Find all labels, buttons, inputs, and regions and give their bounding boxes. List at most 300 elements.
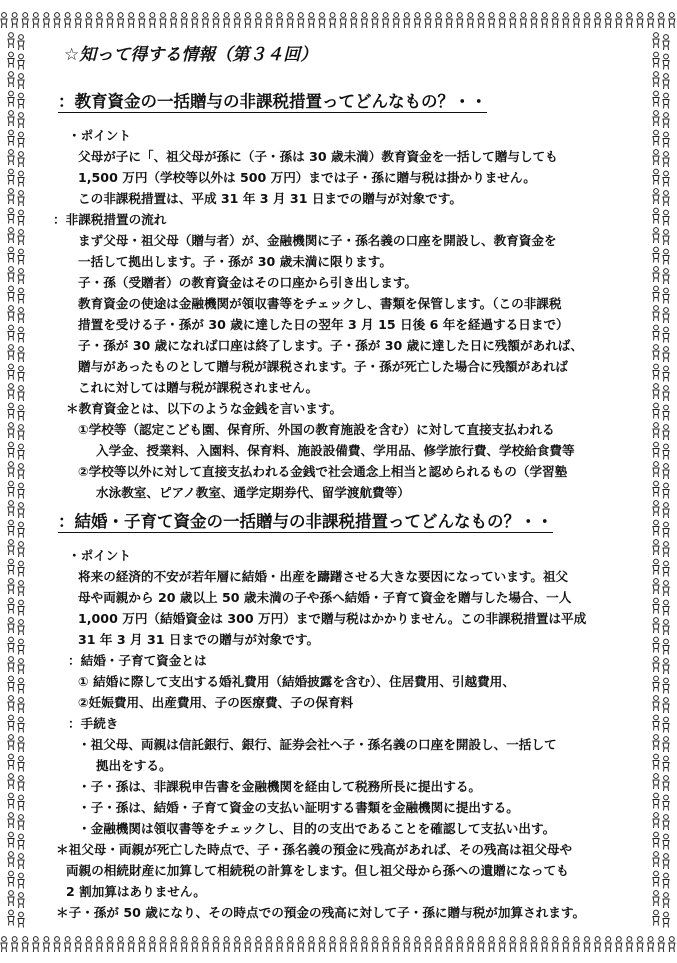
figure-icon [287,13,293,28]
figure-icon [663,386,669,401]
figure-icon [663,93,669,108]
figure-icon [663,308,669,323]
s1-line: 父母が子に「、祖父母が孫に（子・孫は 30 歳未満）教育資金を一括して贈与しても [78,149,558,164]
figure-icon [663,35,669,50]
figure-icon [18,542,24,557]
figure-icon [8,52,14,67]
figure-icon [663,581,669,596]
figure-icon [171,937,177,952]
s2-line: 2 割加算はありません。 [66,884,206,899]
figure-icon [18,698,24,713]
figure-icon [478,937,484,952]
figure-icon [340,937,346,952]
s2-line: 31 年 3 月 31 日までの贈与が対象です。 [78,632,320,647]
figure-icon [573,937,579,952]
s1-line: ：非課税措置の流れ [53,212,167,227]
figure-icon [393,937,399,952]
figure-icon [18,93,24,108]
figure-icon [446,13,452,28]
figure-icon [605,13,611,28]
figure-icon [383,13,389,28]
figure-icon [552,13,558,28]
figure-icon [8,228,14,243]
figure-icon [637,13,643,28]
figure-icon [663,444,669,459]
figure-icon [653,247,659,262]
figure-icon [383,937,389,952]
figure-icon [663,288,669,303]
s1-line: 教育資金の使途は金融機関が領収書等をチェックし、書類を保管します。（この非課税 [78,296,562,311]
figure-icon [663,756,669,771]
figure-icon [18,620,24,635]
figure-icon [18,425,24,440]
figure-icon [8,559,14,574]
figure-icon [393,13,399,28]
figure-icon [8,481,14,496]
figure-icon [542,13,548,28]
figure-icon [404,13,410,28]
figure-icon [653,559,659,574]
figure-icon [653,325,659,340]
figure-icon [8,910,14,925]
figure-icon [96,13,102,28]
figure-icon [65,13,71,28]
figure-icon [653,267,659,282]
s2-line: ・子・孫は、非課税申告書を金融機関を経由して税務所長に提出する。 [78,779,481,794]
figure-icon [8,384,14,399]
figure-icon [245,13,251,28]
figure-icon [425,13,431,28]
s1-line: 措置を受ける子・孫が 30 歳に達した日の翌年 3 月 15 日後 6 年を経過する日まで） [78,317,569,332]
figure-icon [18,230,24,245]
s2-line: ・子・孫は、結婚・子育て資金の支払い証明する書類を金融機関に提出する。 [78,800,519,815]
figure-icon [552,937,558,952]
figure-icon [653,793,659,808]
s1-line: まず父母・祖父母（贈与者）が、金融機関に子・孫名義の口座を開設し、教育資金を [78,233,557,248]
figure-icon [18,483,24,498]
figure-icon [351,13,357,28]
figure-icon [8,715,14,730]
border-left [6,0,28,963]
figure-icon [616,13,622,28]
figure-icon [330,937,336,952]
figure-icon [128,937,134,952]
section1-heading: ：教育資金の一括贈与の非課税措置ってどんなもの？・・ [58,92,487,111]
figure-icon [663,366,669,381]
figure-icon [8,91,14,106]
border-right [651,0,673,963]
figure-icon [499,937,505,952]
figure-icon [663,561,669,576]
figure-icon [457,937,463,952]
figure-icon [626,937,632,952]
s1-line: 子・孫が 30 歳になれば口座は終了します。子・孫が 30 歳に達した日に残額があれば、 [78,338,583,353]
figure-icon [520,13,526,28]
figure-icon [563,13,569,28]
figure-icon [8,793,14,808]
figure-icon [436,13,442,28]
figure-icon [605,937,611,952]
figure-icon [653,871,659,886]
figure-icon [595,13,601,28]
figure-icon [653,910,659,925]
figure-icon [18,873,24,888]
s1-line: ①学校等（認定こども園、保育所、外国の教育施設を含む）に対して直接支払われる [78,422,555,437]
figure-icon [18,912,24,927]
figure-icon [33,13,39,28]
figure-icon [653,774,659,789]
figure-icon [181,937,187,952]
figure-icon [18,639,24,654]
figure-icon [595,937,601,952]
figure-icon [18,347,24,362]
figure-icon [663,503,669,518]
figure-icon [414,937,420,952]
figure-icon [414,13,420,28]
figure-icon [663,639,669,654]
figure-icon [8,33,14,48]
figure-icon [245,937,251,952]
s1-line: この非課税措置は、平成 31 年 3 月 31 日までの贈与が対象です。 [78,191,462,206]
figure-icon [149,13,155,28]
figure-icon [192,937,198,952]
figure-icon [8,696,14,711]
figure-icon [118,13,124,28]
figure-icon [8,150,14,165]
s2-line: 将来の経済的不安が若年層に結婚・出産を躊躇させる大きな要因になっています。祖父 [78,569,569,584]
figure-icon [107,937,113,952]
s2-line: ＊祖父母・両親が死亡した時点で、子・孫名義の預金に残高があれば、その残高は祖父母や [56,842,573,857]
figure-icon [8,852,14,867]
figure-icon [8,520,14,535]
figure-icon [372,13,378,28]
figure-icon [542,937,548,952]
figure-icon [96,937,102,952]
figure-icon [181,13,187,28]
figure-icon [319,937,325,952]
figure-icon [653,891,659,906]
figure-icon [653,384,659,399]
figure-icon [277,13,283,28]
figure-icon [18,795,24,810]
s1-line: 子・孫（受贈者）の教育資金はその口座から引き出します。 [78,275,418,290]
figure-icon [202,937,208,952]
figure-icon [489,13,495,28]
figure-icon [653,657,659,672]
s2-line: ＊子・孫が 50 歳になり、その時点での預金の残高に対して子・孫に贈与税が加算されます。 [56,905,586,920]
figure-icon [457,13,463,28]
figure-icon [653,52,659,67]
figure-icon [436,937,442,952]
figure-icon [308,13,314,28]
figure-icon [43,937,49,952]
figure-icon [8,169,14,184]
figure-icon [65,937,71,952]
figure-icon [663,737,669,752]
figure-icon [18,288,24,303]
figure-icon [584,13,590,28]
figure-icon [171,13,177,28]
figure-icon [277,937,283,952]
figure-icon [653,852,659,867]
figure-icon [351,937,357,952]
figure-icon [663,74,669,89]
figure-icon [107,13,113,28]
figure-icon [18,35,24,50]
figure-icon [653,208,659,223]
figure-icon [663,249,669,264]
figure-icon [266,13,272,28]
figure-icon [653,111,659,126]
figure-icon [8,813,14,828]
figure-icon [18,327,24,342]
figure-icon [287,937,293,952]
figure-icon [8,423,14,438]
figure-icon [653,501,659,516]
figure-icon [54,937,60,952]
figure-icon [8,579,14,594]
figure-icon [319,13,325,28]
figure-icon [663,873,669,888]
figure-icon [663,522,669,537]
s1-line: ②学校等以外に対して直接支払われる金銭で社会通念上相当と認められるもの（学習塾 [78,464,568,479]
figure-icon [8,676,14,691]
figure-icon [531,13,537,28]
figure-icon [425,937,431,952]
figure-icon [149,937,155,952]
figure-icon [663,171,669,186]
figure-icon [663,210,669,225]
figure-icon [213,937,219,952]
figure-icon [18,561,24,576]
figure-icon [653,189,659,204]
figure-icon [653,364,659,379]
figure-icon [8,657,14,672]
figure-icon [18,776,24,791]
figure-icon [18,191,24,206]
figure-icon [234,13,240,28]
figure-icon [663,464,669,479]
figure-icon [160,13,166,28]
figure-icon [8,403,14,418]
figure-icon [18,834,24,849]
figure-icon [489,937,495,952]
figure-icon [139,937,145,952]
figure-icon [255,13,261,28]
figure-icon [139,13,145,28]
figure-icon [18,464,24,479]
s1-line: 一括して拠出します。子・孫が 30 歳未満に限ります。 [78,254,392,269]
figure-icon [663,815,669,830]
figure-icon [8,111,14,126]
figure-icon [202,13,208,28]
s2-line: 拠出をする。 [96,758,172,773]
figure-icon [8,325,14,340]
figure-icon [653,637,659,652]
figure-icon [653,91,659,106]
figure-icon [18,522,24,537]
figure-icon [18,854,24,869]
figure-icon [361,13,367,28]
figure-icon [653,481,659,496]
figure-icon [446,937,452,952]
figure-icon [663,152,669,167]
figure-icon [18,386,24,401]
s1-line: これに対しては贈与税が課税されません。 [78,380,319,395]
figure-icon [18,815,24,830]
border-top [0,10,677,32]
figure-icon [8,267,14,282]
s2-line: ：結婚・子育て資金とは [68,653,207,668]
figure-icon [8,598,14,613]
figure-icon [160,937,166,952]
figure-icon [33,937,39,952]
figure-icon [663,542,669,557]
figure-icon [18,249,24,264]
figure-icon [663,54,669,69]
figure-icon [663,425,669,440]
section2-heading: ：結婚・子育て資金の一括贈与の非課税措置ってどんなもの？・・ [58,512,553,531]
figure-icon [330,13,336,28]
figure-icon [653,286,659,301]
figure-icon [8,364,14,379]
s2-line: ②妊娠費用、出産費用、子の医療費、子の保育料 [78,695,354,710]
figure-icon [663,269,669,284]
figure-icon [478,13,484,28]
figure-icon [8,871,14,886]
figure-icon [8,462,14,477]
figure-icon [8,774,14,789]
figure-icon [637,937,643,952]
figure-icon [663,854,669,869]
figure-icon [18,600,24,615]
figure-icon [266,937,272,952]
figure-icon [18,717,24,732]
figure-icon [8,540,14,555]
figure-icon [663,483,669,498]
figure-icon [75,13,81,28]
figure-icon [653,462,659,477]
figure-icon [499,13,505,28]
figure-icon [18,152,24,167]
figure-icon [653,540,659,555]
figure-icon [510,13,516,28]
figure-icon [308,937,314,952]
figure-icon [663,347,669,362]
s2-line: ：手続き [68,716,119,731]
figure-icon [18,269,24,284]
figure-icon [663,620,669,635]
figure-icon [467,13,473,28]
figure-icon [8,618,14,633]
s1-line: 1,500 万円（学校等以外は 500 万円）までは子・孫に贈与税は掛かりません。 [78,170,536,185]
figure-icon [18,54,24,69]
figure-icon [8,208,14,223]
s1-line: 贈与があったものとして贈与税が課税されます。子・孫が死亡した場合に残額があれば [78,359,569,374]
figure-icon [663,776,669,791]
figure-icon [8,306,14,321]
border-bottom [0,934,677,956]
figure-icon [18,581,24,596]
figure-icon [653,150,659,165]
figure-icon [663,834,669,849]
figure-icon [563,937,569,952]
figure-icon [234,937,240,952]
figure-icon [404,937,410,952]
figure-icon [653,832,659,847]
s2-line: 母や両親から 20 歳以上 50 歳未満の子や孫へ結婚・子育て資金を贈与した場合、一人 [78,590,572,605]
figure-icon [663,405,669,420]
figure-icon [653,403,659,418]
figure-icon [224,13,230,28]
figure-icon [18,113,24,128]
s2-line: 両親の相続財産に加算して相続税の計算をします。但し祖父母から孫への遺贈になっても [66,863,569,878]
figure-icon [653,579,659,594]
figure-icon [626,13,632,28]
figure-icon [663,678,669,693]
s1-line: ＊教育資金とは、以下のような金銭を言います。 [66,401,343,416]
figure-icon [663,230,669,245]
figure-icon [8,754,14,769]
figure-icon [8,501,14,516]
s1-line: 入学金、授業料、入園料、保育料、施設設備費、学用品、修学旅行費、学校給食費等 [96,443,575,458]
figure-icon [653,130,659,145]
figure-icon [18,444,24,459]
figure-icon [8,637,14,652]
figure-icon [653,228,659,243]
figure-icon [663,912,669,927]
figure-icon [663,659,669,674]
figure-icon [18,132,24,147]
figure-icon [18,366,24,381]
s2-line: ・ポイント [68,548,131,563]
s2-line: ・祖父母、両親は信託銀行、銀行、証券会社へ子・孫名義の口座を開設し、一括して [78,737,557,752]
s1-line: 水泳教室、ピアノ教室、通学定期券代、留学渡航費等） [96,485,410,500]
figure-icon [653,598,659,613]
s1-line: ・ポイント [68,128,131,143]
figure-icon [663,698,669,713]
figure-icon [653,618,659,633]
figure-icon [573,13,579,28]
s2-line: 1,000 万円（結婚資金は 300 万円）まで贈与税はかかりません。この非課税措置は平成 [78,611,587,626]
figure-icon [118,937,124,952]
figure-icon [467,937,473,952]
figure-icon [86,13,92,28]
figure-icon [663,893,669,908]
figure-icon [653,423,659,438]
s2-line: ・金融機関は領収書等をチェックし、目的の支出であることを確認して支払い出す。 [78,821,556,836]
figure-icon [663,795,669,810]
figure-icon [18,210,24,225]
figure-icon [298,13,304,28]
figure-icon [653,33,659,48]
figure-icon [653,442,659,457]
figure-icon [361,937,367,952]
figure-icon [510,937,516,952]
figure-icon [213,13,219,28]
page-title: ☆知って得する情報（第３４回） [64,45,318,65]
figure-icon [18,308,24,323]
figure-icon [18,503,24,518]
figure-icon [616,937,622,952]
figure-icon [255,937,261,952]
figure-icon [128,13,134,28]
figure-icon [653,754,659,769]
figure-icon [653,72,659,87]
figure-icon [8,72,14,87]
figure-icon [8,832,14,847]
figure-icon [663,717,669,732]
